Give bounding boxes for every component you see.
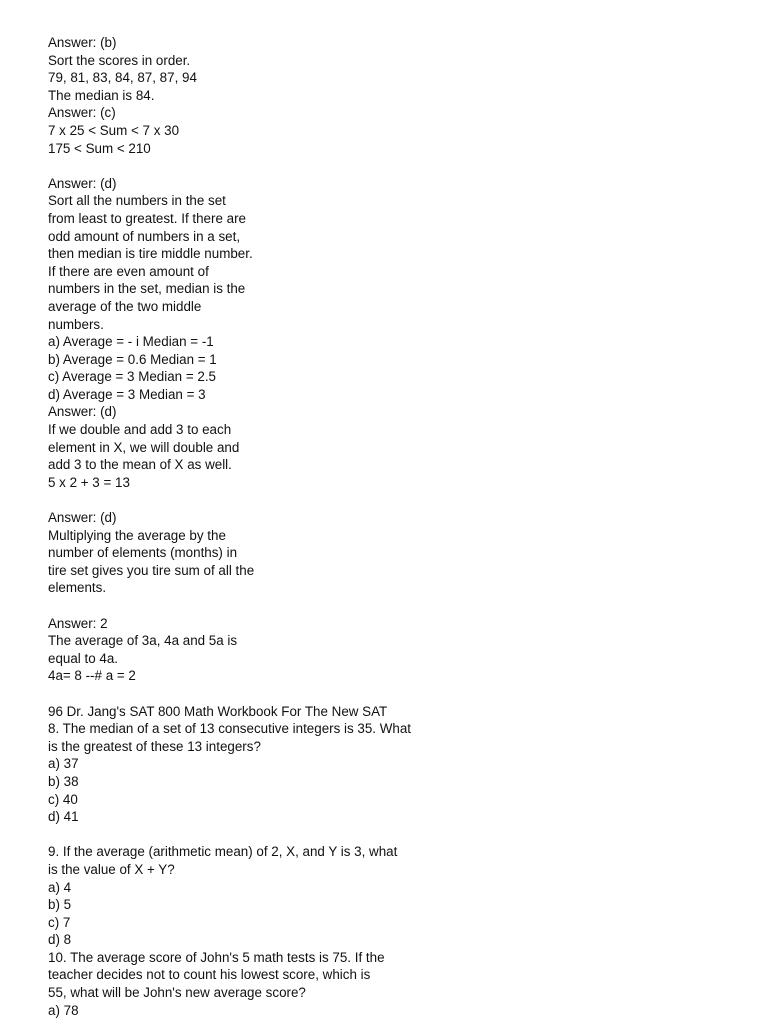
- text-line: c) Average = 3 Median = 2.5: [48, 369, 216, 385]
- text-line: equal to 4a.: [48, 650, 118, 666]
- blank-line: [48, 685, 748, 703]
- text-line: average of the two middle: [48, 298, 202, 314]
- text-line: The median is 84.: [48, 87, 155, 103]
- text-line: odd amount of numbers in a set,: [48, 228, 241, 244]
- document-page: [48, 34, 748, 1019]
- text-line: 55, what will be John's new average score?: [48, 985, 306, 1001]
- text-line: tire set gives you tire sum of all the: [48, 562, 255, 578]
- text-line: Answer: (b): [48, 35, 117, 50]
- text-line: c) 7: [48, 914, 71, 930]
- text-line: 9. If the average (arithmetic mean) of 2, X, and Y is 3, what: [48, 844, 398, 860]
- text-line: a) 4: [48, 879, 72, 895]
- text-line: is the greatest of these 13 integers?: [48, 738, 261, 754]
- text-line: 7 x 25 < Sum < 7 x 30: [48, 122, 180, 138]
- text-line: If we double and add 3 to each: [48, 422, 232, 438]
- text-line: d) 41: [48, 809, 79, 825]
- blank-line: [48, 157, 748, 175]
- text-line: The average of 3a, 4a and 5a is: [48, 633, 238, 649]
- text-line: a) 78: [48, 1002, 79, 1018]
- text-line: a) Average = - i Median = -1: [48, 334, 214, 350]
- text-line: 4a= 8 --# a = 2: [48, 668, 136, 684]
- text-line: number of elements (months) in: [48, 545, 238, 561]
- blank-line: [48, 597, 748, 615]
- text-line: 175 < Sum < 210: [48, 140, 151, 156]
- text-line: is the value of X + Y?: [48, 861, 175, 877]
- text-line: Answer: (c): [48, 105, 116, 121]
- text-line: Answer: (d): [48, 404, 117, 420]
- text-line: element in X, we will double and: [48, 439, 240, 455]
- text-line: then median is tire middle number.: [48, 246, 253, 262]
- blank-line: [48, 491, 748, 509]
- text-line: numbers.: [48, 316, 104, 332]
- text-line: 10. The average score of John's 5 math tests is 75. If the: [48, 949, 385, 965]
- text-line: b) 5: [48, 897, 72, 913]
- text-line: elements.: [48, 580, 107, 596]
- text-line: c) 40: [48, 791, 78, 807]
- text-line: b) 38: [48, 773, 79, 789]
- text-line: If there are even amount of: [48, 263, 209, 279]
- text-line: b) Average = 0.6 Median = 1: [48, 351, 217, 367]
- text-line: from least to greatest. If there are: [48, 210, 246, 226]
- blank-line: [48, 826, 748, 844]
- text-line: add 3 to the mean of X as well.: [48, 457, 232, 473]
- text-line: Sort the scores in order.: [48, 52, 191, 68]
- text-line: 5 x 2 + 3 = 13: [48, 474, 130, 490]
- text-line: Multiplying the average by the: [48, 527, 226, 543]
- text-line: a) 37: [48, 756, 79, 772]
- text-line: Answer: (d): [48, 175, 117, 191]
- text-line: Answer: 2: [48, 615, 108, 631]
- text-line: 96 Dr. Jang's SAT 800 Math Workbook For The New SAT: [48, 703, 388, 719]
- text-line: numbers in the set, median is the: [48, 281, 246, 297]
- text-line: d) 8: [48, 932, 72, 948]
- text-line: Answer: (d): [48, 510, 117, 526]
- text-line: 79, 81, 83, 84, 87, 87, 94: [48, 70, 197, 86]
- text-line: teacher decides not to count his lowest score, which is: [48, 967, 371, 983]
- text-line: Sort all the numbers in the set: [48, 193, 226, 209]
- text-line: 8. The median of a set of 13 consecutive integers is 35. What: [48, 721, 411, 737]
- text-line: d) Average = 3 Median = 3: [48, 386, 206, 402]
